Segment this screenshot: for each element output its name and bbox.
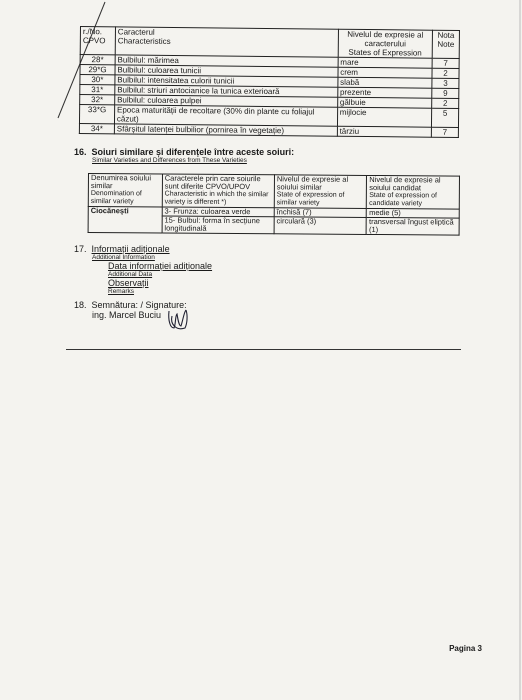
row-note: 2: [432, 98, 459, 108]
additional-date-label-en: Additional Data: [108, 271, 153, 278]
row-char: Epoca maturității de recoltare (30% din plante cu foliajul căzut): [114, 105, 337, 126]
section-number: 17.: [74, 244, 87, 254]
row-char: 15- Bulbul: forma în secțiune longitudinală: [162, 216, 274, 234]
row-no: 34*: [79, 123, 114, 133]
header-note: Nota: [437, 30, 455, 40]
header-c2: Caracterele prin care soiurile sunt diferite CPVO/UPOV: [164, 173, 261, 192]
row-level: târziu: [337, 126, 431, 137]
row-note: 2: [432, 68, 459, 78]
header-c1: Denumirea soiului similar: [90, 173, 152, 191]
remarks-label: Observații: [108, 278, 149, 288]
header-no: r./No.: [82, 27, 103, 37]
header-c2-en: Characteristic in which the similar variety is different *): [164, 190, 269, 206]
section-title: Soiuri similare și diferențele între aceste soiuri:: [91, 147, 295, 157]
row-candidate: transversal îngust eliptică (1): [366, 217, 459, 235]
signatory-name: ing. Marcel Buciu: [92, 310, 162, 320]
row-note: 5: [432, 108, 459, 127]
row-no: 32*: [80, 95, 115, 105]
section-17: [74, 244, 212, 295]
header-level-en: States of Expression: [348, 47, 422, 58]
row-level: mijlocie: [337, 107, 432, 127]
header-c3-en: State of expression of similar variety: [276, 191, 345, 207]
page-number: Pagina 3: [449, 644, 482, 653]
row-note: 9: [432, 88, 459, 98]
row-candidate: medie (5): [367, 208, 460, 218]
characteristics-table: [79, 26, 460, 138]
row-char: Bulbilul: intensitatea culorii tunicii: [115, 75, 338, 87]
handwritten-signature: [166, 306, 192, 332]
row-no: 30*: [80, 75, 115, 85]
header-c3: Nivelul de expresie al soiului similar: [276, 174, 349, 192]
row-char: 3- Frunza: culoarea verde: [162, 207, 274, 217]
table-header-row: [88, 174, 459, 210]
variety-name: Ciocănești: [88, 207, 162, 234]
row-char: Bulbilul: mărimea: [115, 55, 338, 67]
section-number: 16.: [74, 147, 87, 157]
row-similar: circulară (3): [274, 217, 367, 235]
header-cpvo: CPVO: [82, 36, 106, 46]
row-no: 28*: [80, 55, 115, 65]
row-no: 29*G: [80, 65, 115, 75]
signature-label: Semnătura: / Signature:: [91, 300, 187, 310]
header-level: Nivelul de expresie al caracterului: [347, 29, 424, 49]
row-note: 3: [432, 78, 459, 88]
section-subtitle: Additional Information: [92, 254, 155, 261]
section-16-heading: [74, 147, 294, 164]
header-c4: Nivelul de expresie al soiului candidat: [369, 174, 441, 193]
row-similar: închisă (7): [274, 208, 367, 218]
row-note: 7: [432, 58, 459, 68]
remarks-label-en: Remarks: [108, 288, 135, 295]
row-level: mare: [338, 57, 432, 68]
header-note-en: Note: [437, 39, 455, 49]
similar-varieties-table: [88, 173, 460, 236]
divider-line: [66, 349, 461, 350]
header-char: Caracterul: [117, 27, 155, 37]
row-char: Bulbilul: culoarea tunicii: [115, 65, 338, 77]
row-char: Bulbilul: striuri antocianice la tunica exterioară: [115, 85, 338, 97]
row-level: gălbuie: [337, 97, 431, 108]
additional-date-label: Data informației adiționale: [108, 261, 213, 271]
section-number: 18.: [74, 300, 87, 310]
row-no: 31*: [80, 85, 115, 95]
row-level: slabă: [338, 77, 432, 88]
section-title: Informații adiționale: [91, 244, 170, 254]
row-note: 7: [431, 127, 458, 137]
row-level: crem: [338, 67, 432, 78]
row-char: Sfârșitul latenței bulbilior (pornirea în vegetație): [114, 124, 337, 136]
table-header-row: [80, 27, 459, 59]
header-c1-en: Denomination of similar variety: [90, 190, 142, 206]
header-c4-en: State of expression of candidate variety: [369, 191, 437, 208]
header-char-en: Characteristics: [117, 36, 171, 46]
row-no: 33*G: [79, 105, 114, 124]
section-subtitle: Similar Varieties and Differences from These Varieties: [92, 157, 247, 164]
row-level: prezente: [337, 87, 431, 98]
row-char: Bulbilul: culoarea pulpei: [115, 95, 338, 107]
